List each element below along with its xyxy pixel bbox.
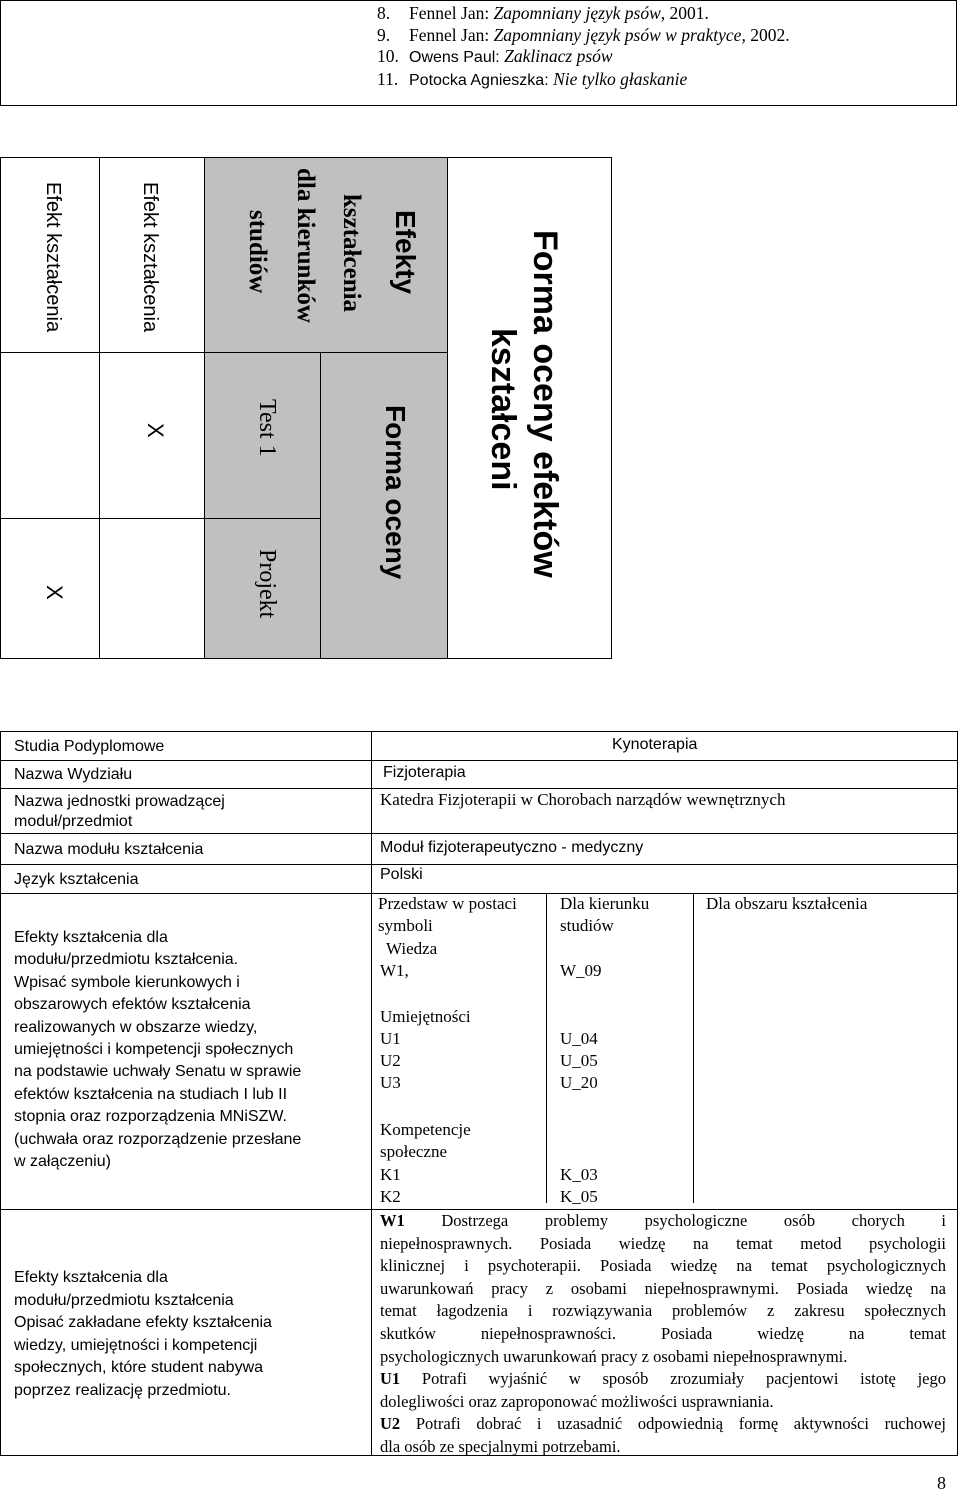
kompetencje-label-2: społeczne xyxy=(380,1142,448,1161)
studia-label: Studia Podyplomowe xyxy=(14,738,165,755)
text-line: psychologicznych uwarunkowań pracy z osobami niepełnosprawnymi. xyxy=(380,1346,848,1366)
jezyk-label: Język kształcenia xyxy=(14,871,139,888)
kompetencje-label: Kompetencje xyxy=(380,1120,471,1139)
table-title-line2: kształceni xyxy=(484,328,522,491)
col-kierunek-header: Dla kierunku xyxy=(560,894,650,913)
column-divider xyxy=(371,731,372,1456)
text-line: skutków niepełnosprawności. Posiada wiedzę na temat xyxy=(380,1323,946,1343)
header-ksztalcenia: kształcenia xyxy=(338,194,365,313)
header-dla-kierunkow: dla kierunków xyxy=(292,168,319,323)
jednostka-label: Nazwa jednostki prowadzącej xyxy=(14,793,225,810)
header-studiow: studiów xyxy=(244,210,271,294)
text-line: efektów kształcenia na studiach I lub II xyxy=(14,1085,288,1103)
text-line: Wpisać symbole kierunkowych i xyxy=(14,973,240,991)
sub-test: Test 1 xyxy=(254,399,280,457)
u2-symbol: U2 xyxy=(380,1051,401,1070)
text-line: Efekty kształcenia dla xyxy=(14,929,168,946)
text-line: dolegliwości oraz zaproponować możliwości usprawniania. xyxy=(380,1391,774,1411)
u20-symbol: U_20 xyxy=(560,1073,598,1092)
literature-list xyxy=(377,3,790,91)
column-divider xyxy=(546,894,547,1203)
wydzial-value: Fizjoterapia xyxy=(383,764,466,781)
text-line: poprzez realizację przedmiotu. xyxy=(14,1381,231,1399)
u05-symbol: U_05 xyxy=(560,1051,598,1070)
text-line: temat łagodzenia i rozwiązywania problemów z zakresu społecznych xyxy=(380,1301,946,1321)
text-line: Opisać zakładane efekty kształcenia xyxy=(14,1314,272,1332)
u3-symbol: U3 xyxy=(380,1073,401,1092)
outcome-descriptions xyxy=(380,1210,946,1459)
row2-label: Efekt kształcenia xyxy=(42,182,64,333)
text-line: Efekty kształcenia dla xyxy=(14,1269,168,1286)
sub-projekt-cell xyxy=(204,518,321,659)
table-title-line1: Forma oceny efektów xyxy=(526,230,564,578)
jednostka-value: Katedra Fizjoterapii w Chorobach narządów wewnętrznych xyxy=(380,790,786,809)
col-symbole-header-2: symboli xyxy=(378,916,433,935)
u1-tag: U1 xyxy=(380,1369,401,1389)
header-efekty-cell xyxy=(204,157,448,353)
list-item: 11. Potocka Agnieszka: Nie tylko głaskanie xyxy=(377,68,688,89)
text-line xyxy=(380,1210,946,1233)
sub-test-cell xyxy=(204,352,321,519)
text-line: na podstawie uchwały Senatu w sprawie xyxy=(14,1063,302,1081)
u04-symbol: U_04 xyxy=(560,1029,598,1048)
table-title-cell xyxy=(447,157,612,659)
u1-text: Potrafi wyjaśnić w sposób zrozumiały pacjentowi istotę jego xyxy=(400,1369,946,1389)
col-symbole-header: Przedstaw w postaci xyxy=(378,894,517,913)
row2-test-cell xyxy=(0,352,100,519)
w09-symbol: W_09 xyxy=(560,961,602,980)
u2-text: Potrafi dobrać i uzasadnić odpowiednią formę aktywności ruchowej xyxy=(400,1414,946,1434)
row1-test-mark: X xyxy=(143,423,168,438)
row2-label-cell xyxy=(0,157,100,353)
wydzial-label: Nazwa Wydziału xyxy=(14,766,133,783)
jednostka-label-2: moduł/przedmiot xyxy=(14,813,133,830)
text-line: dla osób ze specjalnymi potrzebami. xyxy=(380,1436,621,1456)
u2-tag: U2 xyxy=(380,1414,401,1434)
w1-text: Dostrzega problemy psychologiczne osób chorych i xyxy=(404,1211,946,1230)
text-line: w załączeniu) xyxy=(14,1153,111,1171)
k1-symbol: K1 xyxy=(380,1165,401,1184)
assessment-form-table xyxy=(0,157,612,659)
text-line: modułu/przedmiotu kształcenia xyxy=(14,1291,234,1309)
list-item: 10. Owens Paul: Zaklinacz psów xyxy=(377,46,613,66)
u1-symbol: U1 xyxy=(380,1029,401,1048)
w1-tag: W1 xyxy=(380,1211,405,1230)
row1-label-cell xyxy=(99,157,205,353)
row2-projekt-cell xyxy=(0,518,100,659)
header-forma-cell xyxy=(320,352,448,659)
list-item: 9. Fennel Jan: Zapomniany język psów w praktyce, 2002. xyxy=(377,24,790,45)
text-line: realizowanych w obszarze wiedzy, xyxy=(14,1018,258,1036)
text-line xyxy=(380,1368,946,1391)
text-line: stopnia oraz rozporządzenia MNiSZW. xyxy=(14,1108,287,1126)
w1-symbol: W1, xyxy=(380,961,409,980)
text-line xyxy=(380,1413,946,1436)
row1-projekt-cell xyxy=(99,518,205,659)
efekty-instructions xyxy=(14,927,364,1173)
umiejetnosci-label: Umiejętności xyxy=(380,1007,471,1026)
k2-symbol: K2 xyxy=(380,1187,401,1206)
row1-label: Efekt kształcenia xyxy=(139,182,161,333)
page-number: 8 xyxy=(937,1473,946,1493)
literature-box xyxy=(0,0,957,106)
text-line: społecznych, które student nabywa xyxy=(14,1359,264,1377)
text-line: (uchwała oraz rozporządzenie przesłane xyxy=(14,1130,302,1148)
text-line: niepełnosprawnych. Posiada wiedzę na temat metod psychologii xyxy=(380,1233,946,1253)
text-line: modułu/przedmiotu kształcenia. xyxy=(14,951,239,969)
row-divider xyxy=(0,864,958,865)
opis-instructions xyxy=(14,1267,364,1403)
sub-projekt: Projekt xyxy=(254,549,280,619)
text-line: uwarunkowań pracy z osobami niepełnosprawnymi. Posiada wiedzę na xyxy=(380,1278,946,1298)
modul-label: Nazwa modułu kształcenia xyxy=(14,841,204,858)
wiedza-label: Wiedza xyxy=(386,939,438,958)
list-item: 8. Fennel Jan: Zapomniany język psów, 2001. xyxy=(377,3,709,23)
modul-value: Moduł fizjoterapeutyczno - medyczny xyxy=(380,839,644,856)
text-line: umiejętności i kompetencji społecznych xyxy=(14,1041,294,1059)
kynoterapia-title: Kynoterapia xyxy=(612,736,698,753)
text-line: wiedzy, umiejętności i kompetencji xyxy=(14,1336,258,1354)
k03-symbol: K_03 xyxy=(560,1165,598,1184)
row1-test-cell xyxy=(99,352,205,519)
k05-symbol: K_05 xyxy=(560,1187,598,1206)
module-card-table xyxy=(0,731,958,1456)
row-divider xyxy=(0,760,958,761)
col-kierunek-header-2: studiów xyxy=(560,916,614,935)
text-line: obszarowych efektów kształcenia xyxy=(14,996,251,1014)
header-efekty: Efekty xyxy=(390,210,421,295)
column-divider xyxy=(693,894,694,1203)
row2-projekt-mark: X xyxy=(42,585,67,600)
row-divider xyxy=(0,833,958,834)
jezyk-value: Polski xyxy=(380,866,423,883)
text-line: klinicznej i psychoterapii. Posiada wiedzę na temat psychologicznych xyxy=(380,1256,946,1276)
col-obszar-header: Dla obszaru kształcenia xyxy=(706,894,868,913)
header-forma-oceny: Forma oceny xyxy=(380,405,411,580)
